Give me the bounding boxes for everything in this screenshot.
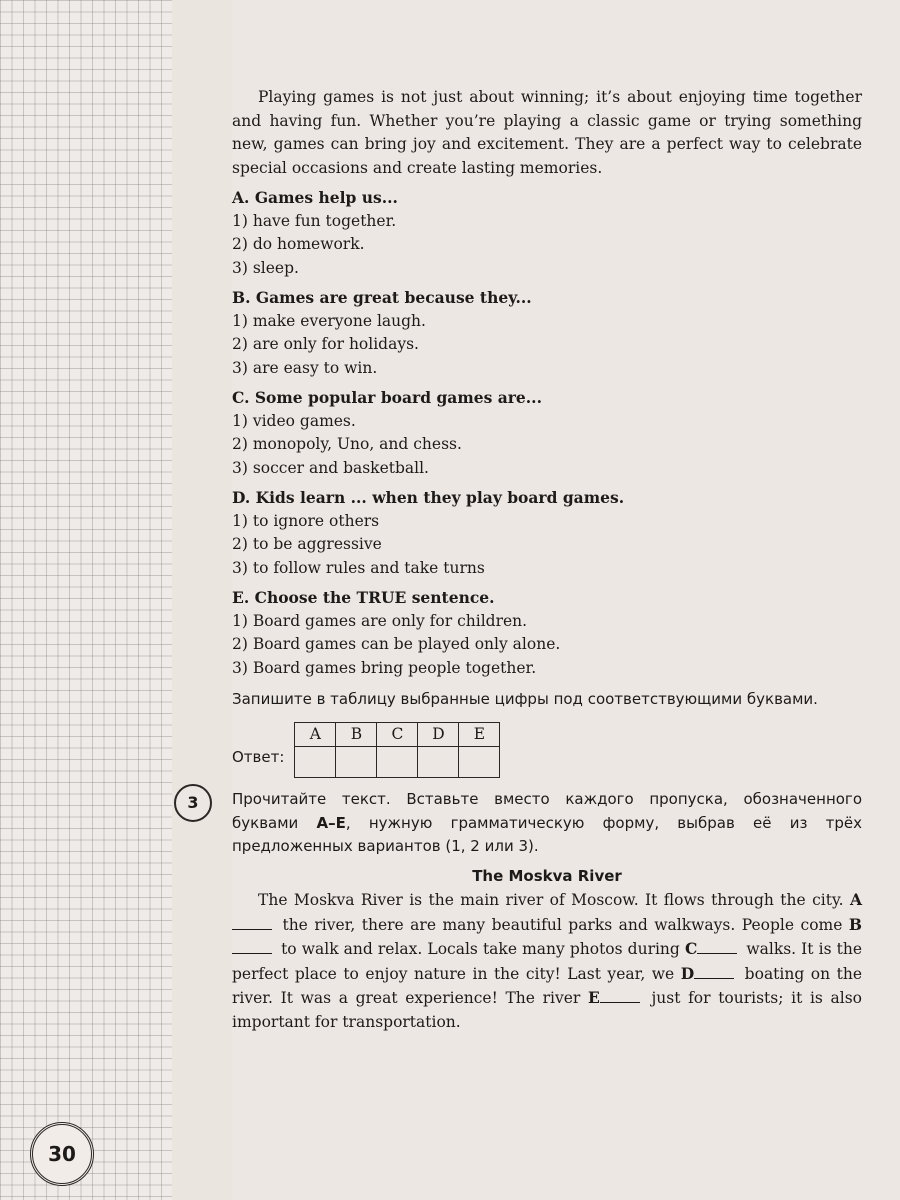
option: 2) monopoly, Uno, and chess. (232, 435, 462, 453)
answer-letter: E (459, 722, 500, 747)
task-instruction (232, 788, 862, 859)
option: 2) are only for holidays. (232, 335, 419, 353)
passage-text: The Moskva River is the main river of Moscow. It flows through the city. (258, 891, 850, 909)
task-instruction-start: Прочитайте текст. Вставьте вместо каждого пропуска, обозначенного буквами (232, 790, 862, 832)
page-content (187, 86, 862, 1034)
answer-instruction: Запишите в таблицу выбранные цифры под соответствующими буквами. (232, 690, 818, 708)
answer-letter: B (336, 722, 377, 747)
answer-letter: A (295, 722, 336, 747)
gap-label: C (684, 939, 698, 958)
question-b (232, 286, 862, 380)
gap-blank[interactable] (232, 915, 272, 930)
option: 3) Board games bring people together. (232, 658, 537, 677)
option: 3) to follow rules and take turns (232, 558, 485, 577)
answer-cell[interactable] (418, 747, 459, 778)
option: 1) to ignore others (232, 511, 380, 530)
question-title: C. Some popular board games are... (232, 388, 542, 407)
option: 1) video games. (232, 411, 356, 430)
option: 3) soccer and basketball. (232, 458, 429, 477)
gap-label: D (680, 963, 695, 983)
gap-blank[interactable] (697, 939, 737, 954)
question-title: B. Games are great because they... (232, 288, 532, 307)
task-3 (187, 788, 862, 1034)
question-c (232, 386, 862, 480)
answer-label: Ответ: (232, 747, 285, 766)
option: 3) are easy to win. (232, 358, 378, 377)
graph-paper-margin (0, 0, 172, 1200)
task-number-badge: 3 (174, 784, 212, 822)
question-title: A. Games help us... (232, 188, 398, 207)
gap-label: A (849, 890, 862, 909)
question-title: D. Kids learn ... when they play board games. (232, 488, 625, 507)
page-gutter (172, 0, 232, 1200)
answer-cell[interactable] (377, 747, 418, 778)
option: 1) have fun together. (232, 211, 397, 230)
option: 1) make everyone laugh. (232, 311, 426, 330)
task-instruction-letters: A–E (316, 813, 346, 832)
passage-text: boating on the river. It was a great experience! The river (232, 964, 862, 1007)
page-number: 30 (30, 1122, 94, 1186)
passage-text: just for tourists; it is also important for transportation. (232, 989, 862, 1031)
option: 2) do homework. (232, 235, 365, 253)
option: 1) Board games are only for children. (232, 611, 528, 630)
passage-text: walks. It is the perfect place to enjoy nature in the city! Last year, we (232, 940, 862, 983)
task-instruction-end: , нужную грамматическую форму, выбрав её из трёх предложенных вариантов (1, 2 или 3). (232, 813, 862, 855)
answer-letter: C (377, 722, 418, 747)
answer-cell[interactable] (336, 747, 377, 778)
answer-letter: D (418, 722, 459, 747)
option: 2) Board games can be played only alone. (232, 635, 561, 653)
intro-paragraph: Playing games is not just about winning; it’s about enjoying time together and having fun. Whether you’re playing a classic game or trying something new, games can bring joy and excitement. They are a perfect way to celebrate special occasions and create lasting memories. (232, 88, 862, 177)
question-a (232, 186, 862, 280)
answer-cell[interactable] (295, 747, 336, 778)
gap-blank[interactable] (232, 939, 272, 954)
gap-label: E (587, 988, 600, 1007)
option: 3) sleep. (232, 258, 299, 277)
passage-text: to walk and relax. Locals take many photos during (276, 940, 685, 958)
answer-cell[interactable] (459, 747, 500, 778)
passage-text: the river, there are many beautiful parks and walkways. People come (276, 915, 849, 934)
gap-label: B (848, 914, 862, 934)
question-e (232, 586, 862, 680)
passage (232, 888, 862, 1034)
question-d (232, 486, 862, 580)
text-title: The Moskva River (472, 866, 622, 885)
answer-table (294, 722, 500, 779)
gap-blank[interactable] (694, 964, 734, 979)
answer-section (232, 722, 862, 779)
option: 2) to be aggressive (232, 535, 382, 553)
gap-blank[interactable] (600, 988, 640, 1003)
question-title: E. Choose the TRUE sentence. (232, 588, 495, 607)
